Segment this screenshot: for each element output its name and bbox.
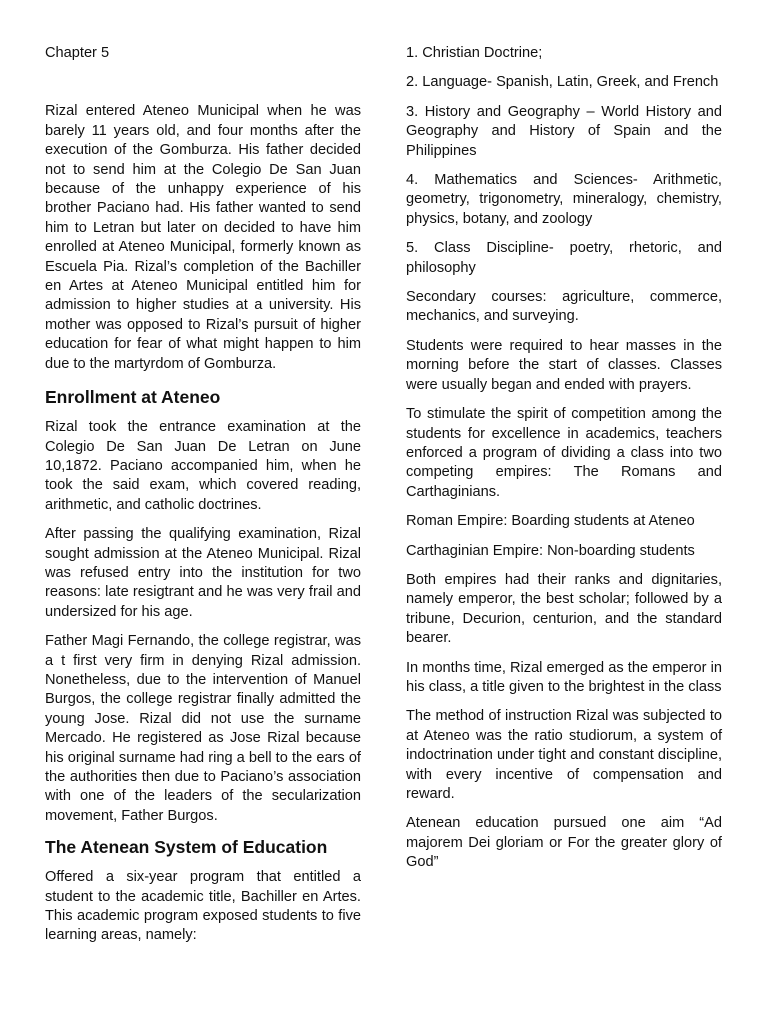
paragraph: After passing the qualifying examination, Rizal sought admission at the Ateneo Municipal. Rizal was refused entry into the institution for two reasons: late resigtrant and he was very frail and undersized for his age. [45,526,361,620]
paragraph: Atenean education pursued one aim “Ad majorem Dei gloriam or For the greater glory of God” [406,815,722,871]
list-item: 4. Mathematics and Sciences- Arithmetic, geometry, trigonometry, mineralogy, chemistry, physics, botany, and zoology [406,172,722,227]
paragraph: Rizal took the entrance examination at the Colegio De San Juan De Letran on June 10,1872. Paciano accompanied him, when he took the said exam, which covered reading, arithmetic, and catholic doctrines. [45,419,361,513]
paragraph: Carthaginian Empire: Non-boarding students [406,542,695,559]
right-column [406,44,722,883]
list-item: 1. Christian Doctrine; [406,45,543,61]
paragraph: Secondary courses: agriculture, commerce, mechanics, and surveying. [406,289,722,325]
list-item: 3. History and Geography – World History and Geography and History of Spain and the Philippines [406,103,722,159]
intro-paragraph: Rizal entered Ateneo Municipal when he was barely 11 years old, and four months after the execution of the Gomburza. His father decided not to send him at the Colegio De San Juan because of the unhappy experience of his brother Paciano had. His father wanted to send him to Letran but later on decided to have him enrolled at Ateneo Municipal, formerly known as Escuela Pia. Rizal’s completion of the Bachiller en Artes at Ateneo Municipal entitled him for admission to higher studies at a university. His mother was opposed to Rizal’s pursuit of higher education for fear of what might happen to him due to the martyrdom of Gomburza. [45,103,361,372]
chapter-title: Chapter 5 [45,45,110,61]
paragraph: Roman Empire: Boarding students at Ateneo [406,513,695,530]
system-lead-paragraph: Offered a six-year program that entitled a student to the academic title, Bachiller en Artes. This academic program exposed students to five learning areas, namely: [45,869,361,944]
list-item: 2. Language- Spanish, Latin, Greek, and French [406,74,719,91]
system-heading: The Atenean System of Education [45,837,328,858]
paragraph: Both empires had their ranks and dignitaries, namely emperor, the best scholar; followed by a tribune, Decurion, centurion, and the standard bearer. [406,571,722,647]
list-item: 5. Class Discipline- poetry, rhetoric, and philosophy [406,240,722,276]
paragraph: In months time, Rizal emerged as the emperor in his class, a title given to the brightest in the class [406,659,722,695]
left-column [45,44,361,956]
paragraph: To stimulate the spirit of competition among the students for excellence in academics, teachers enforced a program of dividing a class into two competing empires: The Romans and Carthaginians. [406,406,722,500]
paragraph: The method of instruction Rizal was subjected to at Ateneo was the ratio studiorum, a system of indoctrination under tight and constant discipline, with every incentive of compensation and reward. [406,708,722,802]
paragraph: Father Magi Fernando, the college registrar, was a t first very firm in denying Rizal admission. Nonetheless, due to the intervention of Manuel Burgos, the college registrar finally admitted the young Jose. Rizal did not use the surname Mercado. He registered as Jose Rizal because his original surname had ring a bell to the ears of the authorities then due to Paciano’s association with one of the leaders of the secularization movement, Father Burgos. [45,633,361,824]
enrollment-heading: Enrollment at Ateneo [45,387,221,408]
paragraph: Students were required to hear masses in the morning before the start of classes. Classes were usually began and ended with prayers. [406,337,722,393]
